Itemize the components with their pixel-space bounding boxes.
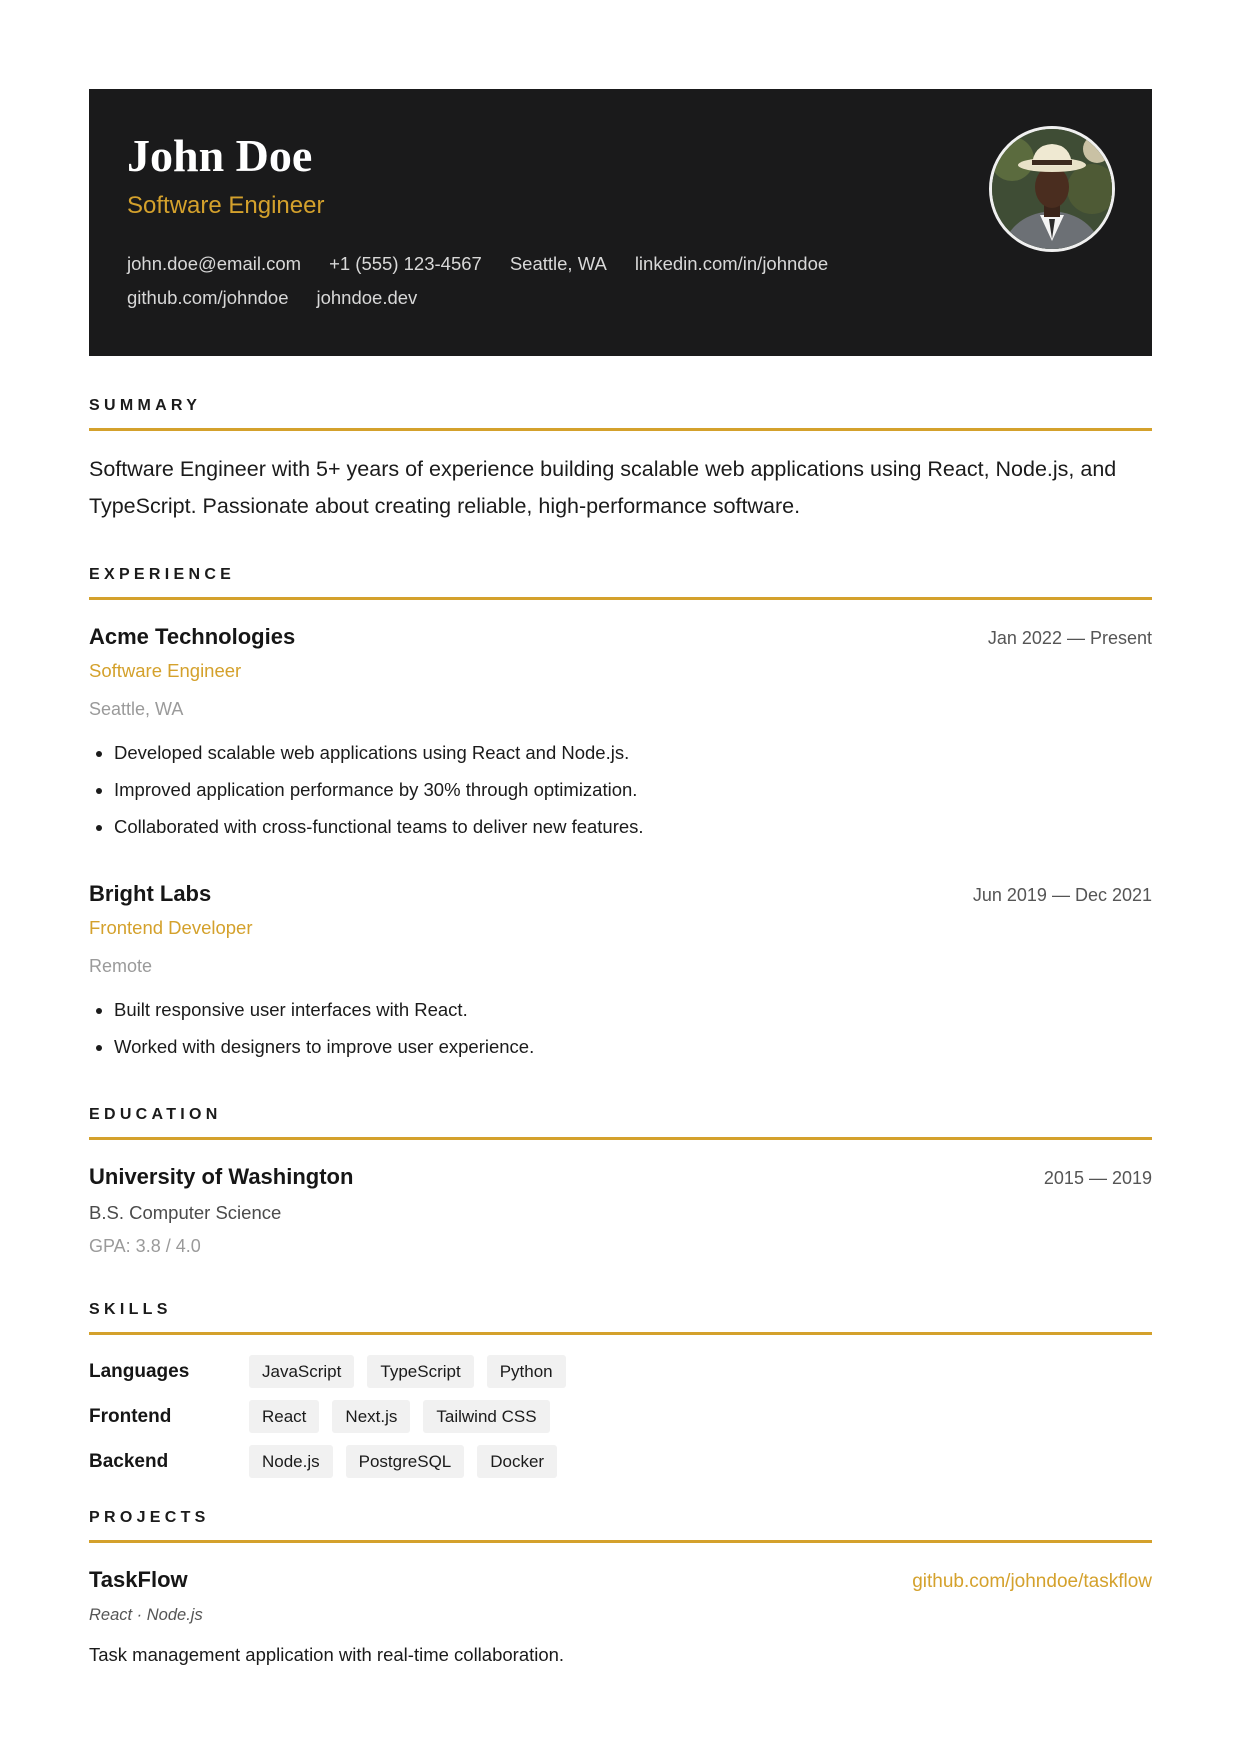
project-description: Task management application with real-time collaboration. [89,1644,565,1665]
skill-row [89,1355,1152,1388]
company-name: Bright Labs [89,881,212,906]
experience-section [89,565,1152,1065]
skill-category: Languages [89,1360,190,1382]
skill-chip: Tailwind CSS [423,1400,549,1433]
company-name: Acme Technologies [89,624,296,649]
avatar [989,126,1115,252]
resume-header [89,89,1152,356]
section-heading-summary: SUMMARY [89,396,1152,431]
project-name: TaskFlow [89,1567,188,1592]
skill-row [89,1400,1152,1433]
job-dates: Jun 2019 — Dec 2021 [972,885,1152,905]
job-bullet: • Developed scalable web applications using React and Node.js. [114,734,1152,771]
candidate-title: Software Engineer [127,192,325,219]
skill-chip: Docker [477,1445,557,1478]
skill-chip: Python [487,1355,566,1388]
job-role: Frontend Developer [89,917,253,938]
contact-linkedin[interactable]: linkedin.com/in/johndoe [634,253,829,274]
section-heading-education: EDUCATION [89,1105,1152,1140]
skill-chip: Next.js [332,1400,410,1433]
project-tech: React · Node.js [89,1606,203,1624]
job-bullet: • Collaborated with cross-functional teams to deliver new features. [114,808,1152,845]
section-heading-experience: EXPERIENCE [89,565,1152,600]
entry-header [89,1162,1152,1192]
job-dates: Jan 2022 — Present [987,628,1152,648]
section-heading-skills: SKILLS [89,1300,1152,1335]
job-location: Seattle, WA [89,699,184,719]
job-bullet: • Improved application performance by 30% through optimization. [114,771,1152,808]
contact-email[interactable]: john.doe@email.com [127,253,302,274]
contact-phone[interactable]: +1 (555) 123-4567 [329,253,482,274]
skill-chip: PostgreSQL [346,1445,465,1478]
skills-table [89,1355,1152,1478]
section-heading-projects: PROJECTS [89,1508,1152,1543]
degree: B.S. Computer Science [89,1202,282,1223]
project-entry [89,1565,1152,1669]
skill-row [89,1445,1152,1478]
entry-header [89,1565,1152,1595]
resume-page [89,89,1152,1669]
school-name: University of Washington [89,1164,354,1189]
project-link[interactable]: github.com/johndoe/taskflow [912,1571,1152,1592]
education-section [89,1105,1152,1260]
contact-location: Seattle, WA [509,253,607,274]
skill-category: Backend [89,1450,169,1472]
experience-entry [89,622,1152,845]
experience-entry [89,879,1152,1065]
contact-github[interactable]: github.com/johndoe [127,287,289,308]
education-entry [89,1162,1152,1260]
education-dates: 2015 — 2019 [1043,1168,1152,1188]
skill-chip: TypeScript [367,1355,473,1388]
skill-category: Frontend [89,1405,172,1427]
projects-section [89,1508,1152,1669]
job-location: Remote [89,956,153,976]
skill-chip: React [249,1400,319,1433]
skills-section [89,1300,1152,1478]
job-bullet: • Worked with designers to improve user experience. [114,1028,1152,1065]
summary-text: Software Engineer with 5+ years of experience building scalable web applications using React, Node.js, and TypeScript. Passionate about creating reliable, high-performance software. [89,457,1117,518]
contact-website[interactable]: johndoe.dev [316,287,418,308]
profile-photo [992,129,1112,249]
job-bullets [89,734,1152,845]
skill-chip: Node.js [249,1445,333,1478]
summary-section [89,396,1152,525]
candidate-name: John Doe [127,130,313,181]
entry-header [89,879,1152,909]
job-bullets [89,991,1152,1065]
job-role: Software Engineer [89,660,242,681]
job-bullet: • Built responsive user interfaces with React. [114,991,1152,1028]
contact-list [127,247,887,315]
gpa: GPA: 3.8 / 4.0 [89,1236,201,1256]
entry-header [89,622,1152,652]
skill-chip: JavaScript [249,1355,354,1388]
